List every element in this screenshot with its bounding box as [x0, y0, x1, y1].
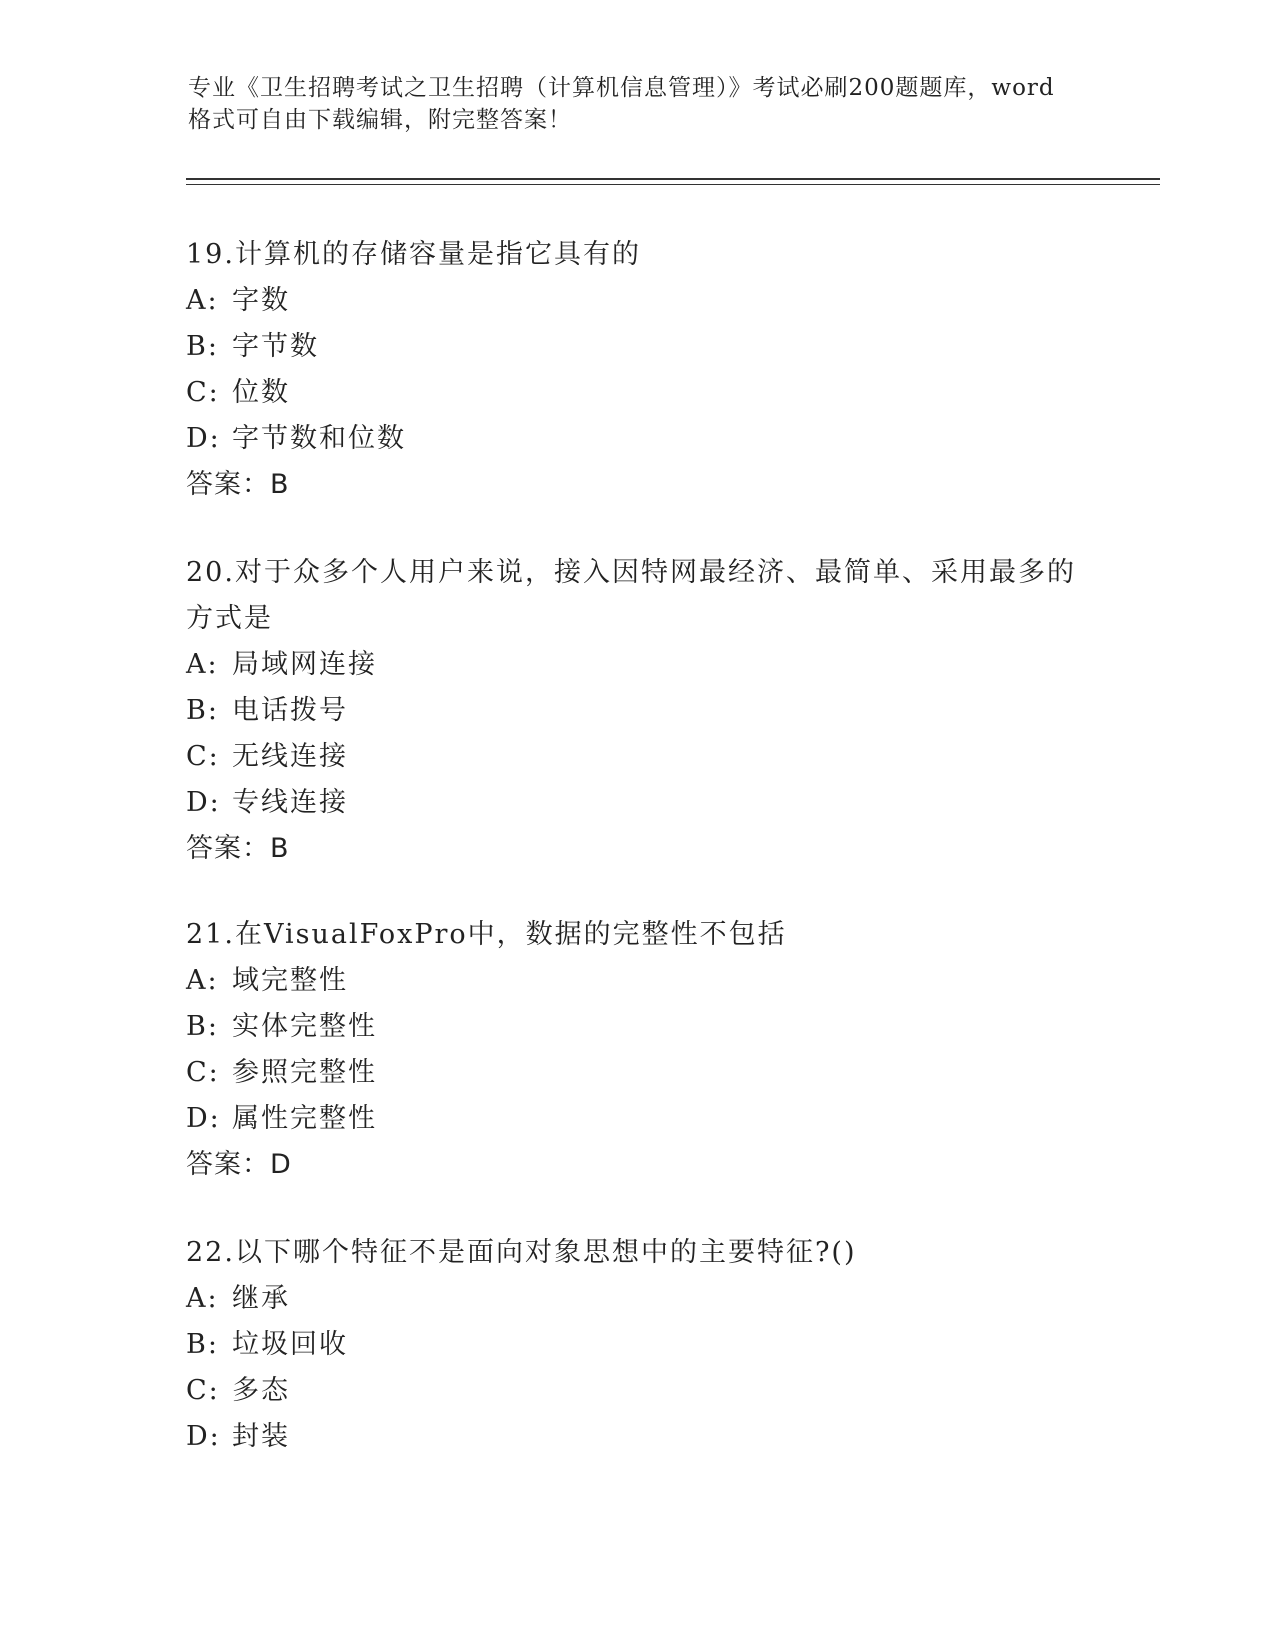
option-b: [186, 1004, 1086, 1050]
option-letter: D:: [186, 423, 221, 454]
option-text: 垃圾回收: [232, 1329, 348, 1360]
option-letter: B:: [186, 695, 219, 726]
option-letter: C:: [186, 1375, 220, 1406]
option-a: [186, 642, 1086, 688]
option-letter: A:: [186, 1283, 219, 1314]
option-text: 局域网连接: [232, 649, 377, 680]
option-a: [186, 1276, 1086, 1322]
header-line-1: 专业《卫生招聘考试之卫生招聘（计算机信息管理）》考试必刷200题题库，word: [188, 75, 1055, 101]
question-title-line-2: 方式是: [186, 603, 273, 634]
question-title: 19.计算机的存储容量是指它具有的: [186, 239, 641, 270]
header-line-2: 格式可自由下载编辑，附完整答案！: [188, 107, 572, 133]
option-c: [186, 370, 1086, 416]
option-a: [186, 958, 1086, 1004]
option-text: 字数: [232, 285, 290, 316]
option-text: 多态: [232, 1375, 290, 1406]
document-header: [188, 72, 1088, 136]
option-text: 继承: [232, 1283, 290, 1314]
option-letter: A:: [186, 649, 219, 680]
option-d: [186, 1096, 1086, 1142]
option-letter: A:: [186, 965, 219, 996]
option-text: 电话拨号: [232, 695, 348, 726]
option-letter: C:: [186, 741, 220, 772]
option-c: [186, 1050, 1086, 1096]
question-title: 22.以下哪个特征不是面向对象思想中的主要特征?(): [186, 1237, 857, 1268]
option-text: 字节数: [232, 331, 319, 362]
option-text: 字节数和位数: [232, 423, 406, 454]
question-22: [186, 1230, 1086, 1460]
option-letter: D:: [186, 787, 221, 818]
question-21: [186, 912, 1086, 1188]
option-d: [186, 1414, 1086, 1460]
option-letter: D:: [186, 1421, 221, 1452]
option-a: [186, 278, 1086, 324]
answer-text: 答案：B: [186, 833, 290, 864]
option-text: 位数: [232, 377, 290, 408]
option-d: [186, 780, 1086, 826]
question-19: [186, 232, 1086, 508]
option-b: [186, 324, 1086, 370]
answer-text: 答案：B: [186, 469, 290, 500]
option-text: 无线连接: [232, 741, 348, 772]
option-text: 域完整性: [232, 965, 348, 996]
option-c: [186, 734, 1086, 780]
option-letter: B:: [186, 1011, 219, 1042]
option-text: 封装: [232, 1421, 290, 1452]
option-text: 实体完整性: [232, 1011, 377, 1042]
option-d: [186, 416, 1086, 462]
option-letter: D:: [186, 1103, 221, 1134]
option-text: 参照完整性: [232, 1057, 377, 1088]
option-letter: C:: [186, 377, 220, 408]
option-c: [186, 1368, 1086, 1414]
option-b: [186, 1322, 1086, 1368]
question-20: [186, 550, 1086, 872]
option-text: 属性完整性: [232, 1103, 377, 1134]
option-b: [186, 688, 1086, 734]
header-divider-thick: [186, 178, 1160, 180]
option-text: 专线连接: [232, 787, 348, 818]
option-letter: B:: [186, 331, 219, 362]
question-title-line-1: 20.对于众多个人用户来说，接入因特网最经济、最简单、采用最多的: [186, 557, 1076, 588]
option-letter: A:: [186, 285, 219, 316]
answer-text: 答案：D: [186, 1149, 292, 1180]
question-title: 21.在VisualFoxPro中，数据的完整性不包括: [186, 919, 787, 950]
option-letter: B:: [186, 1329, 219, 1360]
option-letter: C:: [186, 1057, 220, 1088]
header-divider-thin: [186, 184, 1160, 185]
